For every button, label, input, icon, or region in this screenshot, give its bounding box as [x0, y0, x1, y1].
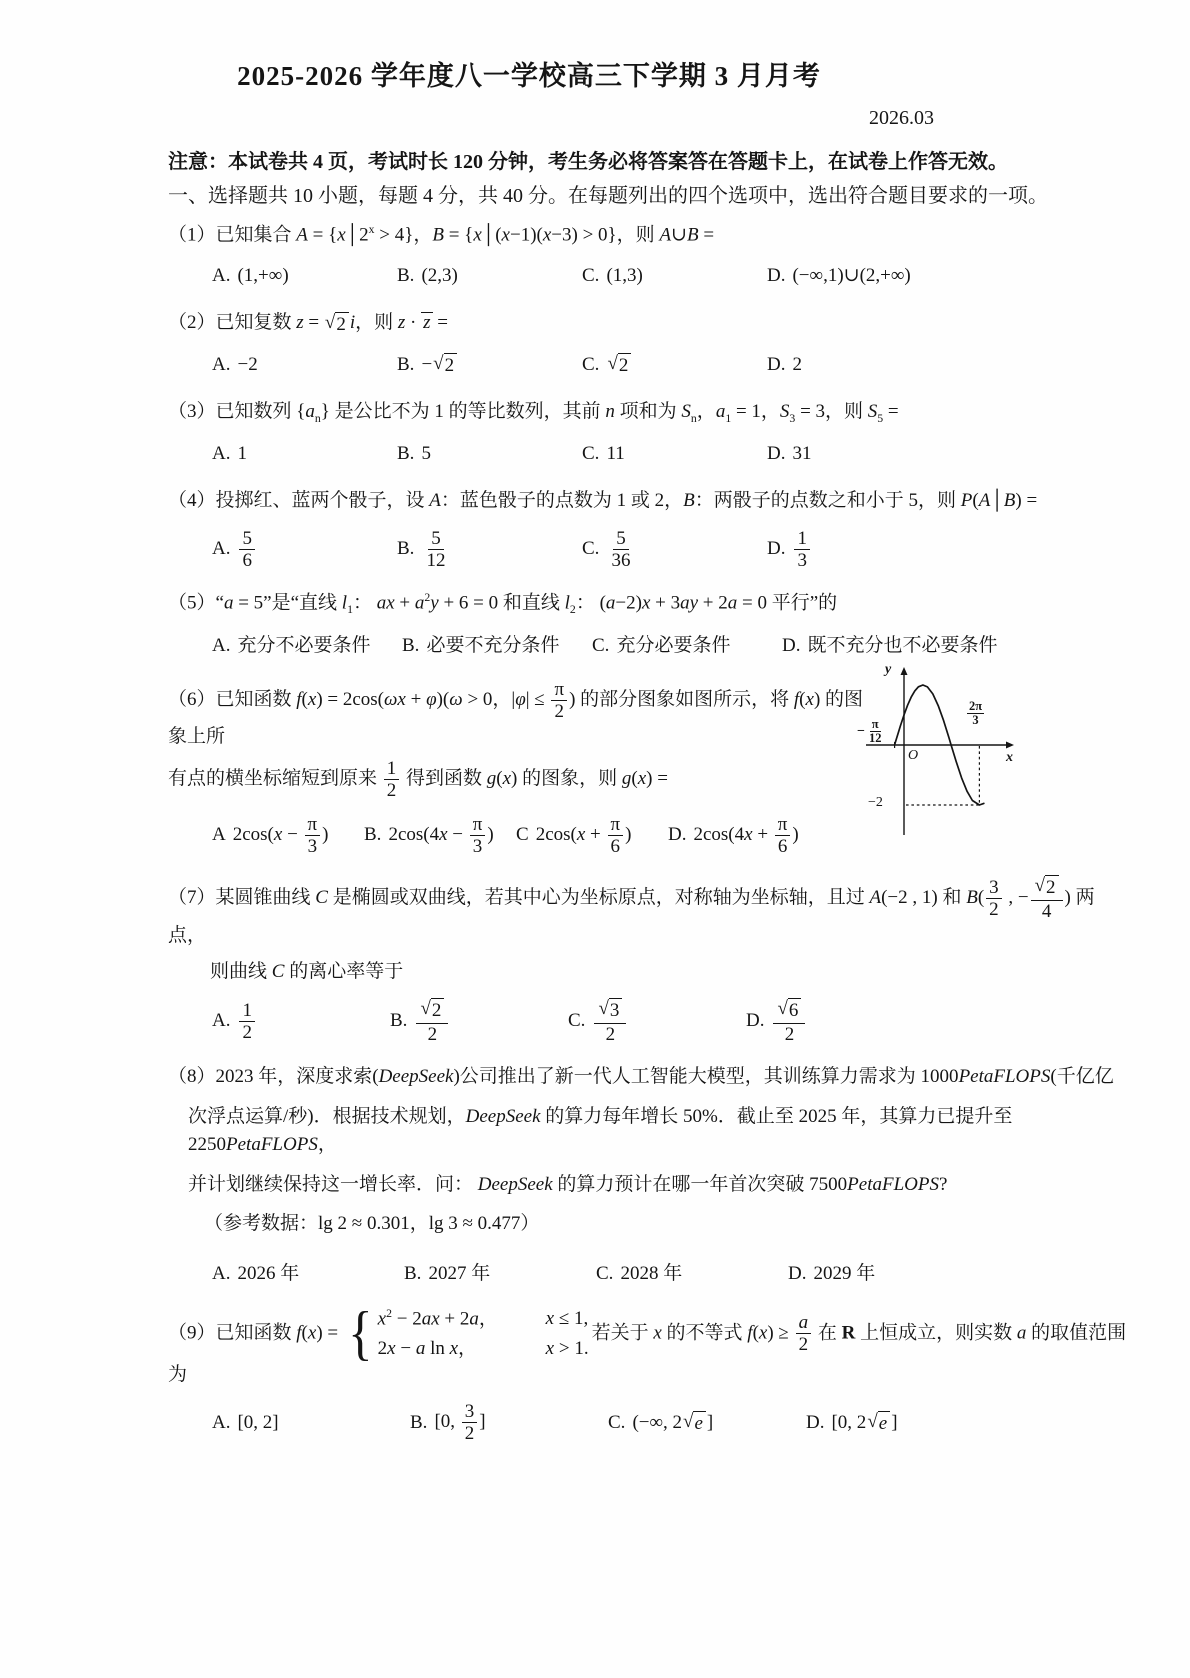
fraction: $\frac{3}{2}$ [986, 877, 1002, 921]
fraction: $\frac{\pi}{6}$ [775, 814, 791, 858]
section-heading: 一、选择题共 10 小题，每题 4 分，共 40 分。在每题列出的四个选项中，选出符合题目要求的一项。 [168, 184, 1048, 207]
option-content: 充分必要条件 [616, 634, 731, 656]
option-content: 1 [237, 443, 247, 465]
option-content: 2cos(x + $\frac{\pi}{6}$ ) [535, 813, 632, 857]
option-label: B. [364, 824, 382, 846]
question-line: 并计划继续保持这一增长率．问： DeepSeek 的算力预计在哪一年首次突破 7500PetaFLOPS? [188, 1173, 948, 1195]
fraction: $\frac{\pi}{2}$ [551, 679, 567, 723]
fraction: √ 2 4 [1031, 875, 1063, 922]
option [788, 1260, 875, 1289]
option-content: [0, 2 √ e ] [831, 1410, 898, 1434]
option-label: A. [212, 538, 231, 560]
option [212, 632, 402, 661]
radical: √ 2 [433, 353, 457, 378]
option [212, 1000, 390, 1044]
option-label: D. [782, 634, 801, 656]
option-content: − √ 2 [421, 351, 458, 380]
radical: √ 2 [607, 353, 631, 378]
option [582, 351, 767, 380]
option-label: A. [212, 1262, 231, 1284]
fig-y-axis-label: y [885, 662, 892, 678]
option-content: 31 [792, 443, 812, 465]
option-content [421, 528, 450, 572]
option-content: [0, $\frac{3}{2}$ ] [434, 1401, 486, 1445]
option [212, 351, 397, 380]
option-label: A [212, 824, 226, 846]
option-content: 2029 年 [813, 1262, 876, 1284]
question-line: （1）已知集合 $A = \{x│2^x > 4\}$，B = {x│(x−1)(x−3) > 0}，则 A∪B = [168, 222, 715, 245]
radical: √ e [867, 1411, 890, 1436]
option-label: B. [404, 1262, 422, 1284]
option [568, 998, 746, 1045]
option-content: (1,+∞) [237, 265, 289, 287]
question-line: （9）已知函数 f(x) = { $x^2 - 2ax + 2a$， x ≤ 1, 2x − a ln x， x > 1. 若关于 x 的不等式 f(x) ≥ $\frac{a}{2}$ 在 R 上恒成立，则实数 a 的取值范围为 [168, 1300, 1127, 1385]
option [397, 351, 582, 380]
fraction: √ 3 2 [594, 998, 626, 1045]
fraction: $\frac{\pi}{3}$ [470, 814, 486, 858]
option-label: D. [668, 824, 687, 846]
options-row [168, 631, 1130, 661]
radical: √ e [683, 1411, 706, 1436]
option-content: 既不充分也不必要条件 [807, 634, 998, 656]
option-content: (1,3) [606, 265, 643, 287]
fig-left-fraction: $\frac{\pi}{12}$ [868, 717, 882, 746]
fraction: $\frac{1}{3}$ [794, 528, 810, 572]
exam-date: 2026.03 [869, 106, 934, 129]
options-row [168, 1259, 1130, 1289]
option [212, 262, 397, 291]
option [668, 814, 799, 858]
option-label: A. [212, 443, 231, 465]
option-label: B. [402, 634, 420, 656]
option-content: 2027 年 [428, 1262, 491, 1284]
fraction: $\frac{5}{6}$ [239, 528, 255, 572]
question-9 [168, 1300, 1130, 1445]
options-row [168, 998, 1130, 1045]
radical: √ 3 [598, 998, 622, 1023]
option-content: 2 [792, 353, 802, 375]
option-label: D. [788, 1262, 807, 1284]
option [397, 262, 582, 291]
option-content [606, 528, 635, 572]
fig-right-tick-label [966, 700, 985, 727]
fig-left-minus: − [857, 723, 865, 739]
option [582, 440, 767, 469]
option [767, 262, 911, 291]
option-label: C. [596, 1262, 614, 1284]
option-label: D. [746, 1010, 765, 1032]
option [364, 814, 516, 858]
question-line: 有点的横坐标缩短到原来 $\frac{1}{2}$ 得到函数 g(x) 的图象，则 g(x) = [168, 758, 668, 802]
option [212, 440, 397, 469]
question-line: （8）2023 年，深度求索(DeepSeek)公司推出了新一代人工智能大模型，其训练算力需求为 1000PetaFLOPS(千亿亿 [168, 1066, 1114, 1088]
option-content: 2cos(4x + $\frac{\pi}{6}$ ) [693, 813, 799, 857]
option [582, 528, 767, 572]
fraction: $\frac{3}{2}$ [462, 1401, 478, 1445]
option-label: B. [410, 1411, 428, 1433]
option-label: C. [608, 1411, 626, 1433]
questions-container [168, 221, 1130, 1445]
question-line: （5）“a = 5”是“直线 $l_1$： ax + $a^2y + 6 = 0$ 和直线 $l_2$： (a−2)x + 3ay + 2a = 0 平行”的 [168, 591, 838, 617]
fraction: $\frac{5}{36}$ [611, 527, 631, 572]
option [516, 814, 668, 858]
option-content [606, 351, 632, 380]
option-content [792, 528, 812, 572]
option-label: C. [568, 1010, 586, 1032]
option [767, 528, 812, 572]
option-label: D. [806, 1411, 825, 1433]
fraction: $\frac{\pi}{6}$ [608, 814, 624, 858]
option [212, 528, 397, 572]
question-4 [168, 487, 1130, 571]
option-label: C [516, 824, 529, 846]
option-content: 2026 年 [237, 1262, 300, 1284]
option [402, 632, 592, 661]
fig-left-tick-label [857, 718, 885, 745]
options-row [168, 350, 1130, 380]
question-line: （2）已知复数 z = √ 2 i，则 z · z = [168, 311, 448, 335]
option [782, 632, 998, 661]
option-content: (2,3) [421, 265, 458, 287]
option-label: D. [767, 265, 786, 287]
fig-origin-label: O [908, 748, 919, 764]
radical: √ 2 [420, 998, 444, 1023]
question-8 [168, 1063, 1130, 1289]
option-label: D. [767, 353, 786, 375]
option [806, 1409, 898, 1438]
fraction: $\frac{1}{2}$ [384, 758, 400, 802]
option [404, 1260, 596, 1289]
question-1 [168, 221, 1130, 292]
option-label: D. [767, 443, 786, 465]
option [767, 440, 811, 469]
option-content [414, 998, 450, 1045]
option-content: 2028 年 [620, 1262, 683, 1284]
option-label: D. [767, 538, 786, 560]
radical: √ 6 [777, 998, 801, 1023]
question-line: （参考数据：lg 2 ≈ 0.301，lg 3 ≈ 0.477） [204, 1213, 540, 1235]
fig-neg2-label: −2 [868, 795, 883, 811]
question-line: （3）已知数列 $\{a_n\}$ 是公比不为 1 的等比数列，其前 n 项和为 $S_n$，$a_1 = 1$，$S_3 = 3$，则 $S_5$ = [168, 400, 899, 425]
option [397, 528, 582, 572]
option [212, 1409, 410, 1438]
options-row [168, 528, 1130, 572]
fraction: √ 6 2 [773, 998, 805, 1045]
option-content: 必要不充分条件 [426, 634, 560, 656]
options-row [168, 261, 1130, 291]
option-label: A. [212, 265, 231, 287]
option [767, 351, 802, 380]
q6-figure-plot [856, 662, 1018, 841]
option-content: −2 [237, 353, 258, 375]
option-label: A. [212, 353, 231, 375]
option [390, 998, 568, 1045]
question-line: 次浮点运算/秒)．根据技术规划，DeepSeek 的算力每年增长 50%．截止至 2025 年，其算力已提升至 2250PetaFLOPS， [188, 1105, 1013, 1156]
option-content: (−∞, 2 √ e ] [632, 1410, 714, 1434]
option-content: [0, 2] [237, 1411, 279, 1433]
option-content [237, 1000, 257, 1044]
fig-right-fraction: $\frac{2\pi}{3}$ [969, 699, 983, 728]
question-line: （7）某圆锥曲线 C 是椭圆或双曲线，若其中心为坐标原点，对称轴为坐标轴，且过 A(−2 , 1) 和 B( $\frac{3}{2}$ , − √ 2 4 ) 两点， [168, 875, 1095, 947]
option-label: B. [390, 1010, 408, 1032]
option-label: A. [212, 1411, 231, 1433]
question-line: 则曲线 C 的离心率等于 [210, 960, 404, 982]
option-label: B. [397, 265, 415, 287]
question-6 [168, 662, 1130, 857]
option-content: 2cos(x − $\frac{\pi}{3}$ ) [232, 813, 329, 857]
option [746, 998, 807, 1045]
option-content: 2cos(4x − $\frac{\pi}{3}$ ) [388, 813, 494, 857]
fraction: $\frac{5}{12}$ [426, 527, 446, 572]
option-content: (−∞,1)∪(2,+∞) [792, 265, 911, 287]
option-label: A. [212, 634, 231, 656]
option [596, 1260, 788, 1289]
question-2 [168, 309, 1130, 380]
q6-figure [856, 662, 1018, 841]
option-label: C. [592, 634, 610, 656]
option-label: B. [397, 538, 415, 560]
option [212, 1260, 404, 1289]
option-label: C. [582, 353, 600, 375]
option [592, 632, 782, 661]
page-title: 2025-2026 学年度八一学校高三下学期 3 月月考 [237, 61, 821, 91]
options-row [168, 1401, 1130, 1445]
option-label: C. [582, 265, 600, 287]
fraction: √ 2 2 [416, 998, 448, 1045]
option-label: B. [397, 353, 415, 375]
option-content [592, 998, 628, 1045]
option-content [237, 528, 257, 572]
question-5 [168, 589, 1130, 661]
option-content: 充分不必要条件 [237, 634, 371, 656]
fig-x-axis-label: x [1006, 750, 1013, 766]
option [410, 1401, 608, 1445]
option [608, 1409, 806, 1438]
question-3 [168, 398, 1130, 469]
question-7 [168, 875, 1130, 1045]
options-row [168, 439, 1130, 469]
fraction: $\frac{a}{2}$ [796, 1312, 812, 1356]
option-content [771, 998, 807, 1045]
piecewise-cases: { $x^2 - 2ax + 2a$， x ≤ 1, 2x − a ln x， x > 1. [348, 1300, 589, 1367]
question-line: （6）已知函数 f(x) = 2cos(ωx + φ)(ω > 0，|φ| ≤ $\frac{\pi}{2}$ ) 的部分图象如图所示，将 f(x) 的图象上所 [168, 679, 864, 747]
option [212, 814, 364, 858]
option [582, 262, 767, 291]
fraction: $\frac{1}{2}$ [239, 1000, 255, 1044]
question-line: （4）投掷红、蓝两个骰子，设 A：蓝色骰子的点数为 1 或 2，B：两骰子的点数之和小于 5，则 P(A│B) = [168, 490, 1038, 512]
option-label: C. [582, 538, 600, 560]
option-label: B. [397, 443, 415, 465]
option-content: 5 [421, 443, 431, 465]
option [397, 440, 582, 469]
radical: √ 2 [1035, 875, 1059, 900]
conjugate-overline: z [423, 312, 431, 334]
option-content: 11 [606, 443, 625, 465]
fraction: $\frac{\pi}{3}$ [305, 814, 321, 858]
option-label: A. [212, 1010, 231, 1032]
option-label: C. [582, 443, 600, 465]
notice-line: 注意：本试卷共 4 页，考试时长 120 分钟，考生务必将答案答在答题卡上，在试卷上作答无效。 [168, 150, 1008, 173]
radical: √ 2 [325, 312, 349, 337]
